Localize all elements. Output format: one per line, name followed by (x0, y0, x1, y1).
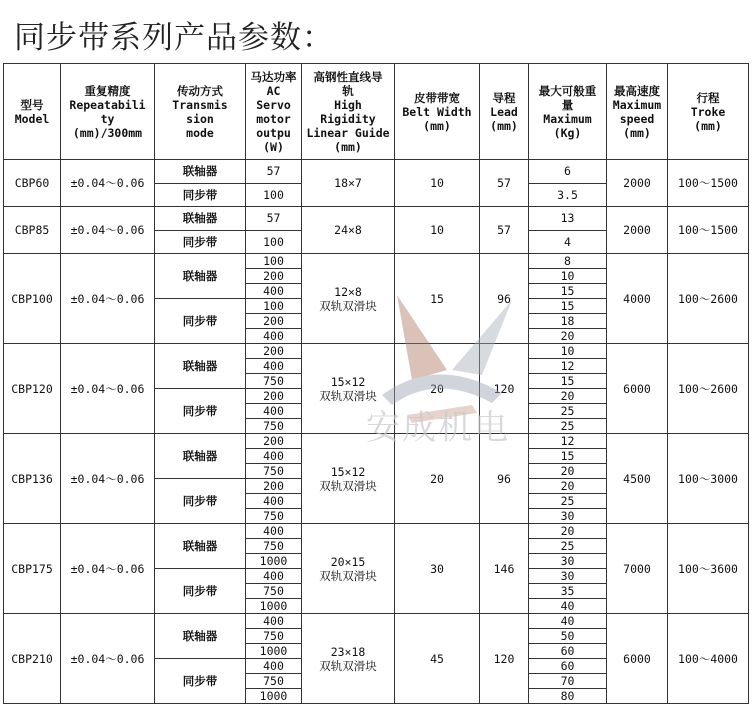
power-cell: 400 (246, 449, 302, 464)
load-cell: 20 (529, 479, 607, 494)
header-belt-width: 皮带带宽 Belt Width (mm) (395, 64, 480, 160)
belt-width-cell: 10 (395, 207, 480, 254)
load-cell: 4 (529, 230, 607, 254)
power-cell: 200 (246, 269, 302, 284)
guide-line: 双轨双滑块 (319, 568, 377, 583)
speed-cell: 6000 (607, 614, 668, 704)
header-max-speed: 最高速度 Maximum speed (mm) (607, 64, 668, 160)
power-cell: 400 (246, 284, 302, 299)
guide-line: 20×15 (330, 554, 366, 569)
power-cell: 57 (246, 160, 302, 184)
lead-cell: 120 (480, 614, 529, 704)
belt-width-cell: 15 (395, 254, 480, 344)
load-cell: 6 (529, 160, 607, 184)
precision-cell: ±0.04～0.06 (61, 344, 155, 434)
load-cell: 25 (529, 404, 607, 419)
guide-line: 双轨双滑块 (319, 388, 377, 403)
load-cell: 30 (529, 554, 607, 569)
speed-cell: 4500 (607, 434, 668, 524)
load-cell: 15 (529, 299, 607, 314)
guide-line: 24×8 (334, 223, 362, 237)
model-cell: CBP175 (4, 524, 61, 614)
guide-line: 双轨双滑块 (319, 478, 377, 493)
model-cell: CBP136 (4, 434, 61, 524)
guide-cell (302, 614, 395, 704)
guide-line: 双轨双滑块 (319, 298, 377, 313)
header-drive: 传动方式 Transmis sion mode (155, 64, 246, 160)
power-cell: 100 (246, 299, 302, 314)
model-cell: CBP85 (4, 207, 61, 254)
load-cell: 15 (529, 284, 607, 299)
model-cell: CBP60 (4, 160, 61, 207)
speed-cell: 2000 (607, 207, 668, 254)
belt-width-cell: 20 (395, 344, 480, 434)
page-title: 同步带系列产品参数： (14, 20, 334, 56)
stroke-cell: 100～1500 (668, 207, 749, 254)
load-cell: 25 (529, 494, 607, 509)
stroke-cell: 100～1500 (668, 160, 749, 207)
guide-line: 18×7 (334, 176, 362, 190)
power-cell: 400 (246, 359, 302, 374)
guide-line: 23×18 (330, 644, 366, 659)
lead-cell: 120 (480, 344, 529, 434)
speed-cell: 7000 (607, 524, 668, 614)
watermark-text: 安成机电 (366, 408, 510, 448)
header-lead: 导程 Lead (mm) (480, 64, 529, 160)
power-cell: 750 (246, 539, 302, 554)
power-cell: 400 (246, 494, 302, 509)
table-row (4, 434, 749, 449)
guide-line: 15×12 (330, 464, 366, 479)
power-cell: 1000 (246, 599, 302, 614)
power-cell: 750 (246, 674, 302, 689)
power-cell: 400 (246, 614, 302, 629)
load-cell: 80 (529, 689, 607, 704)
table-row (4, 344, 749, 359)
guide-cell (302, 434, 395, 524)
drive-belt-cell: 同步带 (155, 183, 246, 207)
load-cell: 10 (529, 344, 607, 359)
load-cell: 20 (529, 524, 607, 539)
table-row (4, 614, 749, 629)
power-cell: 400 (246, 659, 302, 674)
guide-cell (302, 254, 395, 344)
stroke-cell: 100～2600 (668, 254, 749, 344)
power-cell: 100 (246, 230, 302, 254)
load-cell: 50 (529, 629, 607, 644)
load-cell: 60 (529, 644, 607, 659)
load-cell: 10 (529, 269, 607, 284)
load-cell: 25 (529, 419, 607, 434)
belt-width-cell: 45 (395, 614, 480, 704)
lead-cell: 96 (480, 434, 529, 524)
drive-belt-cell: 同步带 (155, 389, 246, 434)
header-guide: 高钢性直线导 轨 High Rigidity Linear Guide (mm) (302, 64, 395, 160)
table-body (4, 160, 749, 704)
table-row (4, 207, 749, 231)
power-cell: 200 (246, 479, 302, 494)
header-max-load: 最大可般重 量 Maximum (Kg) (529, 64, 607, 160)
model-cell: CBP120 (4, 344, 61, 434)
guide-cell (302, 207, 395, 254)
load-cell: 15 (529, 449, 607, 464)
power-cell: 400 (246, 329, 302, 344)
guide-cell (302, 344, 395, 434)
load-cell: 40 (529, 614, 607, 629)
drive-coupling-cell: 联轴器 (155, 344, 246, 389)
lead-cell: 57 (480, 207, 529, 254)
precision-cell: ±0.04～0.06 (61, 254, 155, 344)
lead-cell: 146 (480, 524, 529, 614)
header-precision: 重复精度 Repeatabili ty (mm)/300mm (61, 64, 155, 160)
power-cell: 100 (246, 254, 302, 269)
power-cell: 400 (246, 569, 302, 584)
load-cell: 13 (529, 207, 607, 231)
guide-cell (302, 160, 395, 207)
drive-belt-cell: 同步带 (155, 479, 246, 524)
header-stroke: 行程 Troke (mm) (668, 64, 749, 160)
header-model: 型号 Model (4, 64, 61, 160)
belt-width-cell: 20 (395, 434, 480, 524)
drive-belt-cell: 同步带 (155, 299, 246, 344)
power-cell: 1000 (246, 689, 302, 704)
model-cell: CBP210 (4, 614, 61, 704)
belt-width-cell: 30 (395, 524, 480, 614)
drive-coupling-cell: 联轴器 (155, 524, 246, 569)
drive-coupling-cell: 联轴器 (155, 434, 246, 479)
stroke-cell: 100～3000 (668, 434, 749, 524)
speed-cell: 2000 (607, 160, 668, 207)
precision-cell: ±0.04～0.06 (61, 524, 155, 614)
power-cell: 750 (246, 464, 302, 479)
guide-cell (302, 524, 395, 614)
power-cell: 750 (246, 584, 302, 599)
lead-cell: 96 (480, 254, 529, 344)
header-power: 马达功率 AC Servo motor outpu (W) (246, 64, 302, 160)
drive-belt-cell: 同步带 (155, 230, 246, 254)
drive-belt-cell: 同步带 (155, 569, 246, 614)
load-cell: 12 (529, 359, 607, 374)
load-cell: 60 (529, 659, 607, 674)
load-cell: 25 (529, 539, 607, 554)
power-cell: 200 (246, 434, 302, 449)
power-cell: 200 (246, 389, 302, 404)
load-cell: 12 (529, 434, 607, 449)
power-cell: 100 (246, 183, 302, 207)
lead-cell: 57 (480, 160, 529, 207)
stroke-cell: 100～4000 (668, 614, 749, 704)
power-cell: 400 (246, 524, 302, 539)
drive-coupling-cell: 联轴器 (155, 614, 246, 659)
load-cell: 8 (529, 254, 607, 269)
drive-coupling-cell: 联轴器 (155, 207, 246, 231)
table-row (4, 524, 749, 539)
drive-belt-cell: 同步带 (155, 659, 246, 704)
load-cell: 30 (529, 569, 607, 584)
power-cell: 750 (246, 374, 302, 389)
load-cell: 20 (529, 389, 607, 404)
table-row (4, 254, 749, 269)
power-cell: 750 (246, 419, 302, 434)
load-cell: 3.5 (529, 183, 607, 207)
load-cell: 20 (529, 464, 607, 479)
precision-cell: ±0.04～0.06 (61, 160, 155, 207)
guide-line: 15×12 (330, 374, 366, 389)
guide-line: 12×8 (334, 284, 362, 299)
precision-cell: ±0.04～0.06 (61, 207, 155, 254)
belt-width-cell: 10 (395, 160, 480, 207)
speed-cell: 6000 (607, 344, 668, 434)
load-cell: 70 (529, 674, 607, 689)
power-cell: 1000 (246, 644, 302, 659)
load-cell: 18 (529, 314, 607, 329)
model-cell: CBP100 (4, 254, 61, 344)
power-cell: 400 (246, 404, 302, 419)
stroke-cell: 100～3600 (668, 524, 749, 614)
load-cell: 35 (529, 584, 607, 599)
power-cell: 750 (246, 629, 302, 644)
precision-cell: ±0.04～0.06 (61, 614, 155, 704)
spec-table (3, 63, 749, 704)
load-cell: 20 (529, 329, 607, 344)
load-cell: 40 (529, 599, 607, 614)
speed-cell: 4000 (607, 254, 668, 344)
power-cell: 200 (246, 314, 302, 329)
power-cell: 750 (246, 509, 302, 524)
guide-line: 双轨双滑块 (319, 658, 377, 673)
stroke-cell: 100～2600 (668, 344, 749, 434)
table-row (4, 160, 749, 184)
load-cell: 30 (529, 509, 607, 524)
precision-cell: ±0.04～0.06 (61, 434, 155, 524)
load-cell: 15 (529, 374, 607, 389)
power-cell: 57 (246, 207, 302, 231)
drive-coupling-cell: 联轴器 (155, 254, 246, 299)
drive-coupling-cell: 联轴器 (155, 160, 246, 184)
power-cell: 1000 (246, 554, 302, 569)
power-cell: 200 (246, 344, 302, 359)
table-header (4, 64, 749, 160)
